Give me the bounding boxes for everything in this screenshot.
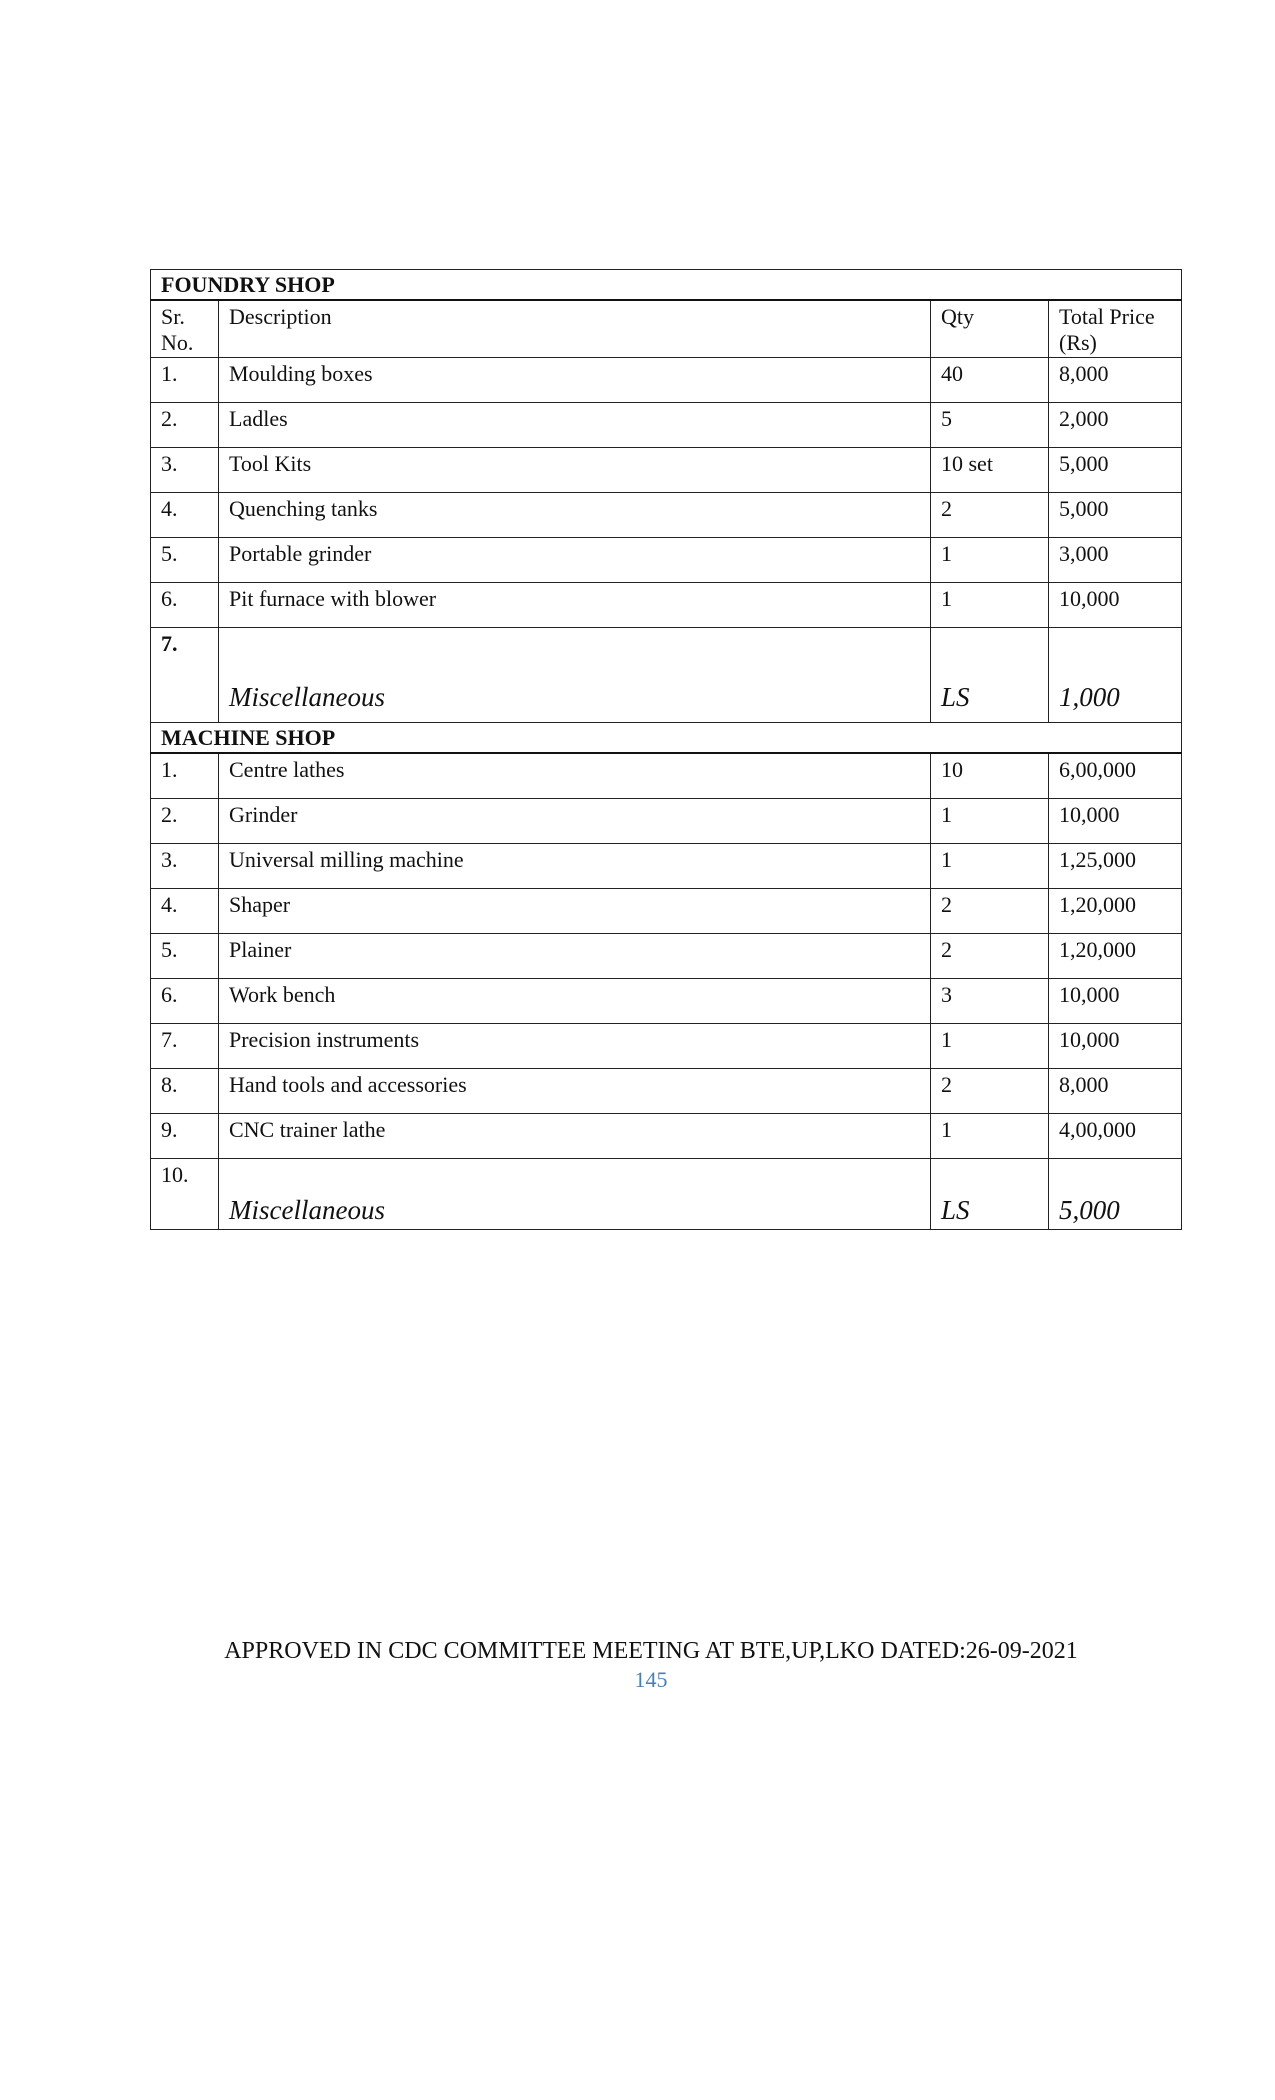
qty-cell: 2	[931, 493, 1049, 538]
sr-no-cell: 9.	[151, 1114, 219, 1159]
description-cell: Work bench	[219, 979, 931, 1024]
sr-no-cell: 6.	[151, 583, 219, 628]
description-cell: Miscellaneous	[219, 1159, 931, 1230]
description-cell: Precision instruments	[219, 1024, 931, 1069]
qty-cell: 2	[931, 1069, 1049, 1114]
miscellaneous-row	[151, 1159, 1182, 1230]
sr-no-cell: 2.	[151, 799, 219, 844]
description-cell: Quenching tanks	[219, 493, 931, 538]
description-cell: CNC trainer lathe	[219, 1114, 931, 1159]
description-cell: Tool Kits	[219, 448, 931, 493]
price-cell: 8,000	[1049, 358, 1182, 403]
header-description: Description	[219, 300, 931, 358]
foundry-shop-title: FOUNDRY SHOP	[151, 270, 1182, 301]
price-cell: 1,25,000	[1049, 844, 1182, 889]
qty-cell: LS	[931, 628, 1049, 723]
description-cell: Portable grinder	[219, 538, 931, 583]
qty-cell: 1	[931, 844, 1049, 889]
price-cell: 1,000	[1049, 628, 1182, 723]
sr-no-cell: 3.	[151, 844, 219, 889]
price-cell: 10,000	[1049, 1024, 1182, 1069]
qty-cell: 10	[931, 753, 1049, 799]
header-total-price: Total Price (Rs)	[1049, 300, 1182, 358]
description-cell: Grinder	[219, 799, 931, 844]
section-heading-row	[151, 270, 1182, 301]
price-cell: 4,00,000	[1049, 1114, 1182, 1159]
qty-cell: LS	[931, 1159, 1049, 1230]
page-number: 145	[634, 1667, 668, 1692]
price-cell: 8,000	[1049, 1069, 1182, 1114]
qty-cell: 3	[931, 979, 1049, 1024]
price-cell: 3,000	[1049, 538, 1182, 583]
table-row	[151, 1114, 1182, 1159]
description-cell: Centre lathes	[219, 753, 931, 799]
table-row	[151, 753, 1182, 799]
table-row	[151, 583, 1182, 628]
table-row	[151, 934, 1182, 979]
sr-no-cell: 8.	[151, 1069, 219, 1114]
sr-no-cell: 3.	[151, 448, 219, 493]
table-row	[151, 799, 1182, 844]
machine-shop-title: MACHINE SHOP	[151, 723, 1182, 754]
approval-note: APPROVED IN CDC COMMITTEE MEETING AT BTE,UP,LKO DATED:26-09-2021	[224, 1638, 1078, 1664]
sr-no-cell: 1.	[151, 753, 219, 799]
sr-no-cell: 1.	[151, 358, 219, 403]
price-cell: 10,000	[1049, 583, 1182, 628]
table-row	[151, 1024, 1182, 1069]
sr-no-cell: 7.	[151, 628, 219, 723]
price-cell: 1,20,000	[1049, 889, 1182, 934]
table-row	[151, 493, 1182, 538]
qty-cell: 5	[931, 403, 1049, 448]
equipment-table	[150, 269, 1182, 1230]
description-cell: Shaper	[219, 889, 931, 934]
qty-cell: 1	[931, 1114, 1049, 1159]
qty-cell: 2	[931, 889, 1049, 934]
qty-cell: 1	[931, 583, 1049, 628]
foundry-shop-section	[151, 270, 1182, 723]
price-cell: 5,000	[1049, 493, 1182, 538]
price-cell: 5,000	[1049, 448, 1182, 493]
sr-no-cell: 5.	[151, 538, 219, 583]
column-header-row	[151, 300, 1182, 358]
qty-cell: 1	[931, 1024, 1049, 1069]
table-row	[151, 358, 1182, 403]
description-cell: Miscellaneous	[219, 628, 931, 723]
price-cell: 5,000	[1049, 1159, 1182, 1230]
description-cell: Hand tools and accessories	[219, 1069, 931, 1114]
table-row	[151, 844, 1182, 889]
table-row	[151, 538, 1182, 583]
qty-cell: 10 set	[931, 448, 1049, 493]
section-heading-row	[151, 723, 1182, 754]
sr-no-cell: 4.	[151, 889, 219, 934]
qty-cell: 1	[931, 799, 1049, 844]
description-cell: Universal milling machine	[219, 844, 931, 889]
sr-no-cell: 10.	[151, 1159, 219, 1230]
qty-cell: 2	[931, 934, 1049, 979]
price-cell: 10,000	[1049, 799, 1182, 844]
qty-cell: 1	[931, 538, 1049, 583]
table-row	[151, 1069, 1182, 1114]
header-sr-no: Sr. No.	[151, 300, 219, 358]
price-cell: 1,20,000	[1049, 934, 1182, 979]
price-cell: 10,000	[1049, 979, 1182, 1024]
sr-no-cell: 6.	[151, 979, 219, 1024]
price-cell: 6,00,000	[1049, 753, 1182, 799]
table-row	[151, 448, 1182, 493]
table-row	[151, 979, 1182, 1024]
price-cell: 2,000	[1049, 403, 1182, 448]
qty-cell: 40	[931, 358, 1049, 403]
sr-no-cell: 5.	[151, 934, 219, 979]
table-row	[151, 403, 1182, 448]
description-cell: Pit furnace with blower	[219, 583, 931, 628]
header-qty: Qty	[931, 300, 1049, 358]
sr-no-cell: 4.	[151, 493, 219, 538]
description-cell: Moulding boxes	[219, 358, 931, 403]
sr-no-cell: 2.	[151, 403, 219, 448]
table-row	[151, 889, 1182, 934]
sr-no-cell: 7.	[151, 1024, 219, 1069]
machine-shop-section	[151, 723, 1182, 1230]
description-cell: Ladles	[219, 403, 931, 448]
miscellaneous-row	[151, 628, 1182, 723]
description-cell: Plainer	[219, 934, 931, 979]
